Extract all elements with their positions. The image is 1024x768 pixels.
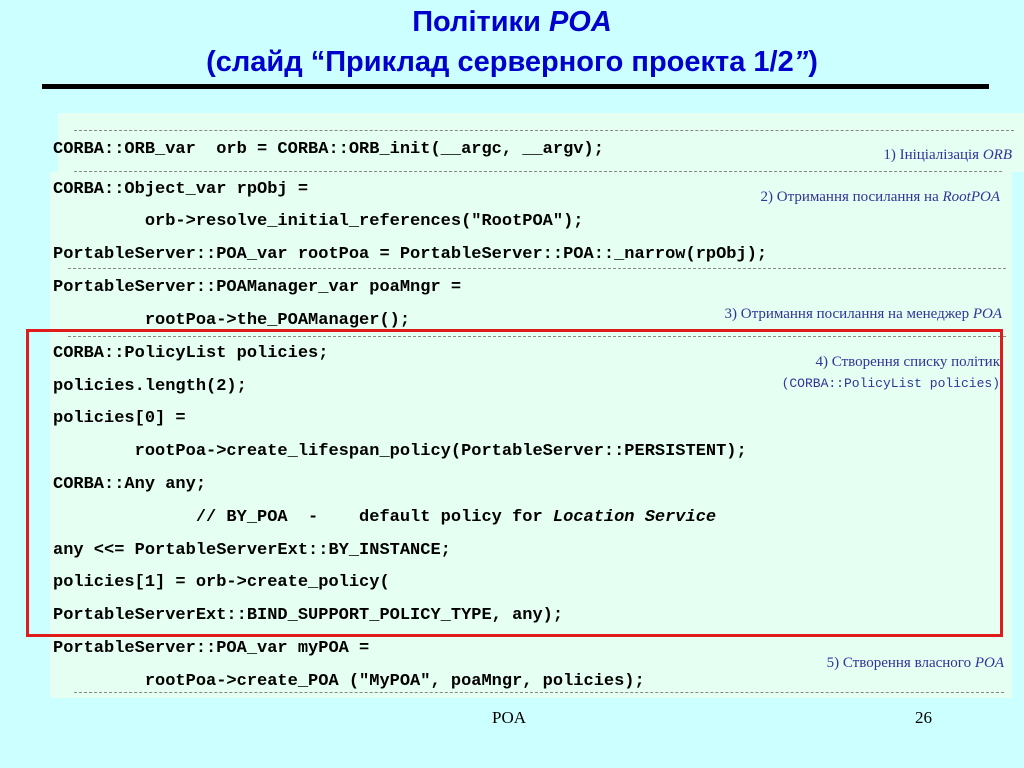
separator: [74, 171, 1002, 172]
title-underline: [42, 84, 989, 89]
note-2-em: RootPOA: [942, 189, 1000, 205]
note-3: [725, 305, 1002, 323]
title2-em: ”: [793, 46, 809, 78]
code-line: CORBA::Any any;: [53, 475, 207, 494]
note-4-line1: 4) Створення списку політик: [815, 354, 1000, 370]
code-line: CORBA::PolicyList policies;: [53, 344, 329, 363]
code-line: policies[0] =: [53, 409, 186, 428]
note-5-em: POA: [974, 655, 1004, 671]
note-1-text: 1) Ініціалізація: [883, 147, 983, 163]
code-line: policies[1] = orb->create_policy(: [53, 573, 390, 592]
note-5: [827, 654, 1004, 672]
note-3-text: 3) Отримання посилання на менеджер: [724, 306, 973, 322]
page-number: 26: [915, 708, 932, 727]
note-2-text: 2) Отримання посилання на: [760, 189, 943, 205]
separator: [68, 268, 1006, 269]
code-line: CORBA::Object_var rpObj =: [53, 180, 309, 199]
separator: [74, 130, 1014, 131]
code-line: policies.length(2);: [53, 377, 247, 396]
code-line: PortableServer::POAManager_var poaMngr =: [53, 278, 462, 297]
slide-title-line2: [0, 44, 1024, 80]
note-2: [761, 188, 1000, 206]
code-line: PortableServer::POA_var myPOA =: [53, 639, 370, 658]
highlight-box: [26, 329, 1003, 637]
comment-em: Location Service: [552, 508, 717, 527]
code-line: PortableServer::POA_var rootPoa = PortableServer::POA::_narrow(rpObj);: [53, 245, 768, 264]
code-line: rootPoa->the_POAManager();: [53, 311, 411, 330]
code-line: PortableServerExt::BIND_SUPPORT_POLICY_TYPE, any);: [53, 606, 564, 625]
title2-prefix: (слайд “Приклад серверного проекта 1/2: [206, 46, 794, 78]
footer-title: POA: [492, 708, 527, 727]
slide-title-line1: [0, 4, 1024, 40]
title-prefix: Політики: [412, 6, 549, 38]
code-line: CORBA::ORB_var orb = CORBA::ORB_init(__argc, __argv);: [53, 140, 604, 159]
title2-suffix: ): [808, 46, 818, 78]
title-em: POA: [548, 6, 612, 38]
note-4-line2: (CORBA::PolicyList policies): [781, 376, 1000, 391]
code-line: any <<= PortableServerExt::BY_INSTANCE;: [53, 541, 451, 560]
note-3-em: POA: [972, 306, 1002, 322]
note-1: [883, 146, 1012, 164]
code-line: rootPoa->create_lifespan_policy(PortableServer::PERSISTENT);: [53, 442, 747, 461]
note-1-em: ORB: [982, 147, 1012, 163]
comment-text: // BY_POA - default policy for: [53, 508, 553, 527]
code-line: orb->resolve_initial_references("RootPOA");: [53, 212, 584, 231]
note-5-text: 5) Створення власного: [826, 655, 975, 671]
code-line: rootPoa->create_POA ("MyPOA", poaMngr, policies);: [53, 672, 645, 691]
